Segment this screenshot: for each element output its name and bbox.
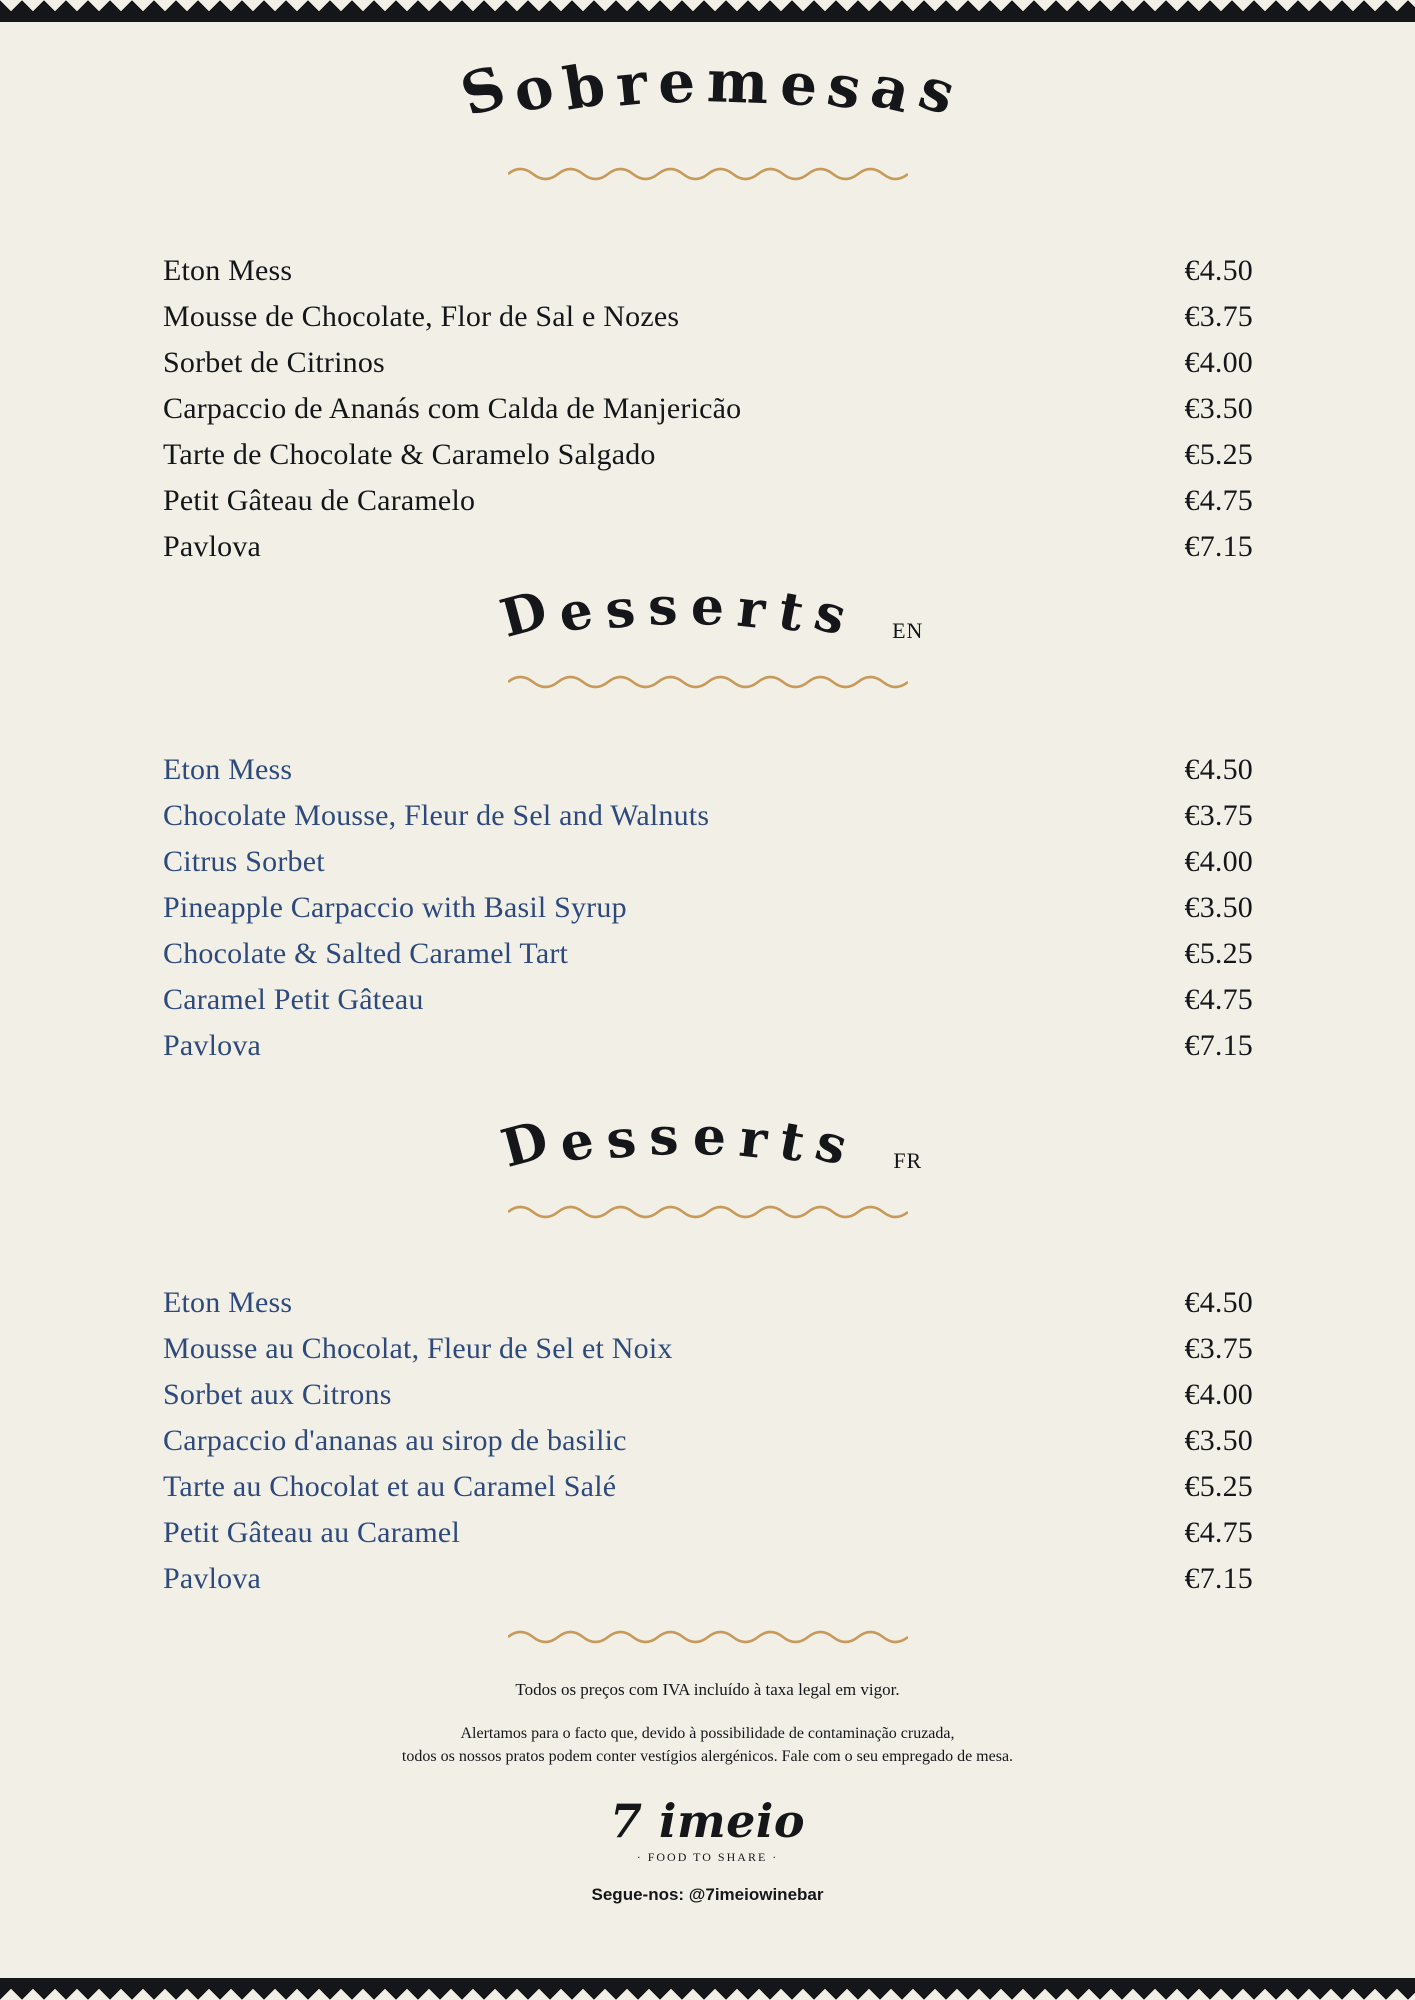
item-price: €3.50	[1184, 392, 1253, 425]
item-price: €4.50	[1184, 254, 1253, 287]
item-price: €3.75	[1184, 300, 1253, 333]
item-price: €7.15	[1184, 1029, 1253, 1062]
menu-row	[163, 931, 1253, 977]
menu-row	[163, 793, 1253, 839]
menu-row	[163, 839, 1253, 885]
item-name: Pavlova	[163, 1562, 262, 1595]
item-price: €3.75	[1184, 1332, 1253, 1365]
item-price: €3.50	[1184, 891, 1253, 924]
item-price: €4.75	[1184, 983, 1253, 1016]
item-name: Mousse de Chocolate, Flor de Sal e Nozes	[163, 300, 680, 333]
item-price: €4.50	[1184, 1286, 1253, 1319]
menu-row	[163, 340, 1253, 386]
wave-divider-pt	[508, 162, 908, 182]
item-price: €3.75	[1184, 799, 1253, 832]
allergen-note-line-1: Alertamos para o facto que, devido à possibilidade de contaminação cruzada,	[460, 1725, 955, 1742]
item-name: Pavlova	[163, 530, 262, 563]
item-name: Eton Mess	[163, 254, 293, 287]
menu-row	[163, 1326, 1253, 1372]
item-name: Chocolate & Salted Caramel Tart	[163, 937, 569, 970]
item-name: Eton Mess	[163, 753, 293, 786]
item-price: €4.00	[1184, 845, 1253, 878]
item-price: €4.50	[1184, 753, 1253, 786]
social-handle[interactable]: Segue-nos: @7imeiowinebar	[591, 1885, 824, 1905]
item-name: Sorbet aux Citrons	[163, 1378, 392, 1411]
item-price: €5.25	[1184, 937, 1253, 970]
item-price: €4.00	[1184, 346, 1253, 379]
menu-list-pt	[163, 248, 1253, 570]
menu-list-fr	[163, 1280, 1253, 1602]
tax-note: Todos os preços com IVA incluído à taxa legal em vigor.	[515, 1680, 900, 1699]
menu-row	[163, 1418, 1253, 1464]
section-title-pt-letters: Sobr e m esas	[452, 47, 963, 130]
allergen-note-line-2: todos os nossos pratos podem conter vestígios alergénicos. Fale com o seu empregado de mesa.	[401, 1748, 1014, 1766]
item-name: Carpaccio de Ananás com Calda de Manjericão	[163, 392, 742, 425]
item-name: Petit Gâteau de Caramelo	[163, 484, 476, 517]
menu-row	[163, 432, 1253, 478]
menu-row	[163, 977, 1253, 1023]
section-title-fr-letters: Des s e rts	[494, 1105, 854, 1180]
menu-row	[163, 294, 1253, 340]
section-title-fr	[0, 1105, 1415, 1200]
item-name: Carpaccio d'ananas au sirop de basilic	[163, 1424, 627, 1457]
menu-row	[163, 478, 1253, 524]
menu-row	[163, 524, 1253, 570]
item-price: €5.25	[1184, 438, 1253, 471]
item-name: Tarte de Chocolate & Caramelo Salgado	[163, 438, 656, 471]
item-name: Caramel Petit Gâteau	[163, 983, 424, 1016]
menu-row	[163, 386, 1253, 432]
menu-list-en	[163, 747, 1253, 1069]
item-price: €7.15	[1184, 530, 1253, 563]
menu-row	[163, 747, 1253, 793]
item-price: €5.25	[1184, 1470, 1253, 1503]
wave-divider-en	[508, 670, 908, 690]
menu-row	[163, 1556, 1253, 1602]
item-name: Tarte au Chocolat et au Caramel Salé	[163, 1470, 617, 1503]
item-price: €3.50	[1184, 1424, 1253, 1457]
menu-row	[163, 1023, 1253, 1069]
item-price: €4.75	[1184, 1516, 1253, 1549]
item-price: €7.15	[1184, 1562, 1253, 1595]
language-badge-en: EN	[892, 618, 924, 643]
wave-divider-fr	[508, 1200, 908, 1220]
item-name: Mousse au Chocolat, Fleur de Sel et Noix	[163, 1332, 673, 1365]
item-price: €4.00	[1184, 1378, 1253, 1411]
wave-divider-footer	[508, 1625, 908, 1645]
menu-row	[163, 1280, 1253, 1326]
brand-logo: 7 imeio	[609, 1794, 806, 1849]
item-name: Pineapple Carpaccio with Basil Syrup	[163, 891, 627, 924]
menu-row	[163, 1372, 1253, 1418]
item-name: Sorbet de Citrinos	[163, 346, 385, 379]
brand-tagline: · FOOD TO SHARE ·	[636, 1850, 779, 1865]
item-name: Petit Gâteau au Caramel	[163, 1516, 460, 1549]
menu-row	[163, 885, 1253, 931]
item-name: Pavlova	[163, 1029, 262, 1062]
section-title-pt	[0, 47, 1415, 162]
section-title-en-letters: Des s e rts	[493, 575, 853, 650]
footer	[0, 1680, 1415, 1905]
item-name: Chocolate Mousse, Fleur de Sel and Walnuts	[163, 799, 710, 832]
menu-row	[163, 1510, 1253, 1556]
item-name: Citrus Sorbet	[163, 845, 325, 878]
section-title-en	[0, 575, 1415, 670]
item-name: Eton Mess	[163, 1286, 293, 1319]
language-badge-fr: FR	[893, 1148, 923, 1173]
item-price: €4.75	[1184, 484, 1253, 517]
menu-row	[163, 1464, 1253, 1510]
menu-row	[163, 248, 1253, 294]
